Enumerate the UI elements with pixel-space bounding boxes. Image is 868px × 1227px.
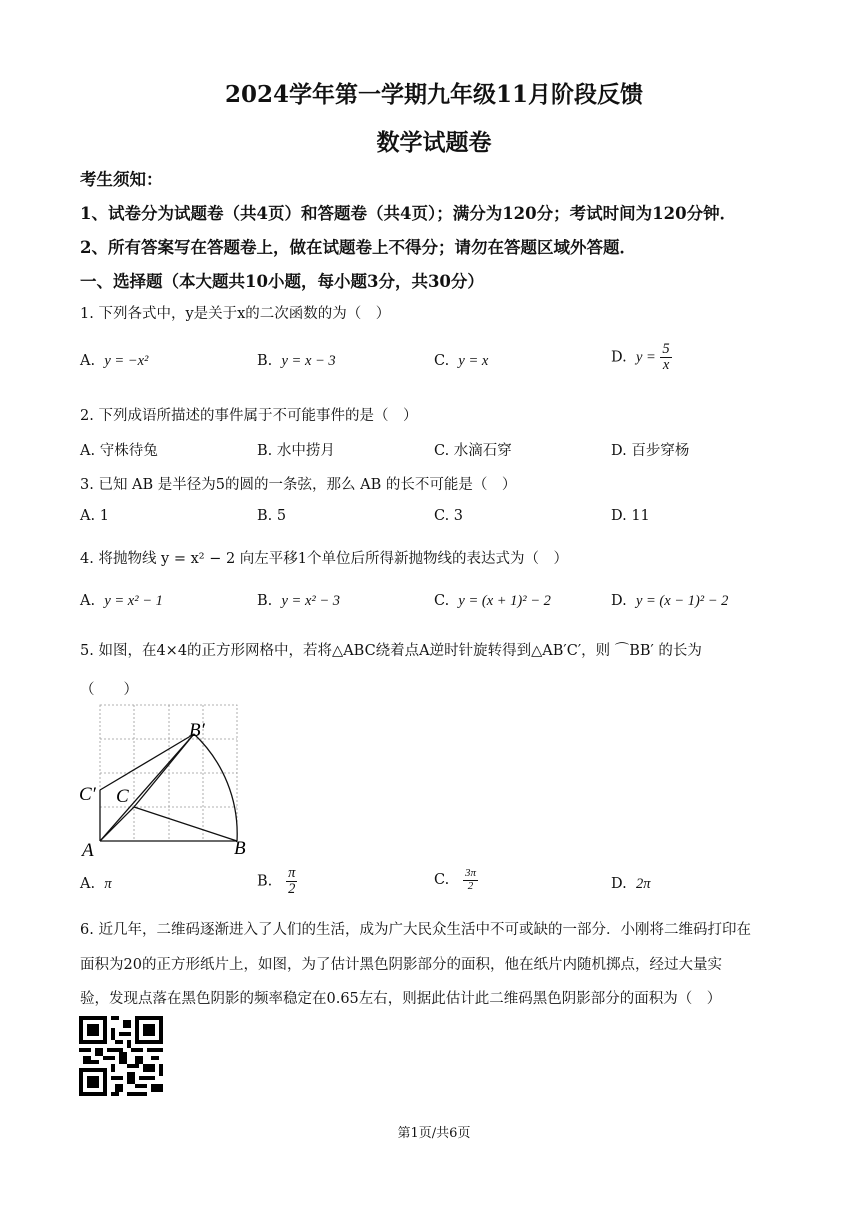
question-4-option-b: B. y = x² − 3 bbox=[257, 593, 341, 609]
question-2-option-c: C. 水滴石穿 bbox=[434, 443, 512, 459]
question-1-option-c: C. y = x bbox=[434, 353, 489, 369]
rotation-figure bbox=[76, 698, 256, 862]
question-2-option-a: A. 守株待兔 bbox=[80, 443, 158, 459]
exam-title: 2024学年第一学期九年级11月阶段反馈 bbox=[224, 81, 644, 108]
question-3-option-c: C. 3 bbox=[434, 508, 464, 524]
point-a-label: A bbox=[82, 840, 94, 861]
question-1-option-b: B. y = x − 3 bbox=[257, 353, 336, 369]
section-heading: 一、选择题（本大题共10小题，每小题3分，共30分） bbox=[80, 272, 484, 291]
question-2-option-d: D. 百步穿杨 bbox=[611, 443, 690, 459]
question-3-option-b: B. 5 bbox=[257, 508, 287, 524]
exam-subtitle: 数学试题卷 bbox=[376, 129, 492, 156]
question-5-option-c: C. $\frac{3\pi}{2}$ bbox=[434, 867, 477, 892]
question-1-option-a: A. y = −x² bbox=[80, 353, 149, 369]
question-6-line-2: 面积为20的正方形纸片上，如图，为了估计黑色阴影部分的面积，他在纸片内随机掷点，经过大量实 bbox=[80, 957, 722, 973]
question-5-option-a: A. π bbox=[80, 876, 112, 892]
question-1-option-d: D. y = $\frac{5}{x}$ bbox=[611, 341, 670, 374]
point-c-label: C bbox=[116, 786, 129, 807]
point-b-label: B bbox=[234, 838, 246, 859]
question-5-stem-line-2: （ ） bbox=[80, 682, 138, 698]
notice-heading: 考生须知： bbox=[80, 170, 163, 189]
question-5-stem: 5. 如图，在4×4的正方形网格中，若将△ABC绕着点A逆时针旋转得到△AB′C′，则 ⌒BB′ 的长为 bbox=[80, 643, 702, 659]
question-3-stem: 3. 已知 AB 是半径为5的圆的一条弦，那么 AB 的长不可能是（ ） bbox=[80, 477, 517, 493]
question-6-line-3: 验，发现点落在黑色阴影的频率稳定在0.65左右，则据此估计此二维码黑色阴影部分的面积为（ ） bbox=[80, 991, 722, 1007]
point-b-prime-label: B′ bbox=[189, 720, 205, 741]
question-1-stem: 1. 下列各式中，y是关于x的二次函数的为（ ） bbox=[80, 306, 391, 322]
notice-item-1: 1、试卷分为试题卷（共4页）和答题卷（共4页）；满分为120分；考试时间为120分钟． bbox=[80, 204, 737, 223]
question-4-option-d: D. y = (x − 1)² − 2 bbox=[611, 593, 729, 609]
question-4-stem: 4. 将抛物线 y = x² − 2 向左平移1个单位后所得新抛物线的表达式为（ ） bbox=[80, 551, 569, 567]
question-4-option-c: C. y = (x + 1)² − 2 bbox=[434, 593, 551, 609]
qr-code-image bbox=[79, 1016, 163, 1096]
question-5-option-b: B. $\frac{\pi}{2}$ bbox=[257, 865, 296, 898]
question-5-option-d: D. 2π bbox=[611, 876, 651, 892]
question-3-option-d: D. 11 bbox=[611, 508, 650, 524]
question-2-option-b: B. 水中捞月 bbox=[257, 443, 335, 459]
question-3-option-a: A. 1 bbox=[80, 508, 109, 524]
page-number: 第1页/共6页 bbox=[397, 1126, 471, 1141]
question-6-line-1: 6. 近几年，二维码逐渐进入了人们的生活，成为广大民众生活中不可或缺的一部分．小刚将二维码打印在 bbox=[80, 922, 751, 938]
notice-item-2: 2、所有答案写在答题卷上，做在试题卷上不得分；请勿在答题区域外答题． bbox=[80, 238, 636, 257]
question-4-option-a: A. y = x² − 1 bbox=[80, 593, 163, 609]
point-c-prime-label: C′ bbox=[79, 784, 96, 805]
question-2-stem: 2. 下列成语所描述的事件属于不可能事件的是（ ） bbox=[80, 408, 418, 424]
